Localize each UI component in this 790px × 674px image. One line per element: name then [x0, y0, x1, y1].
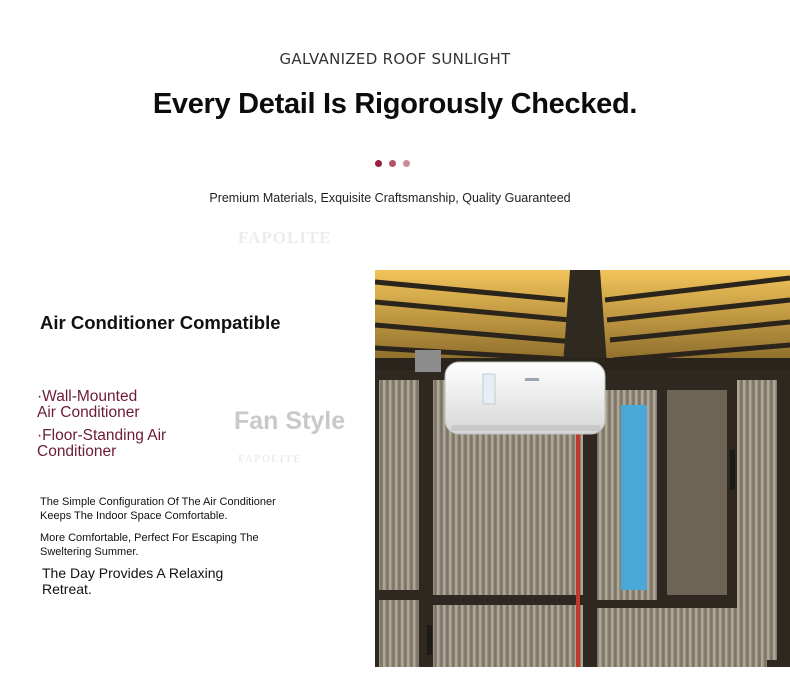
- eyebrow-title: GALVANIZED ROOF SUNLIGHT: [279, 50, 511, 68]
- dot-icon: [389, 160, 396, 167]
- paragraph-line: Sweltering Summer.: [40, 545, 139, 558]
- brand-watermark-small: FAPOLITE: [238, 453, 302, 465]
- paragraph-line: The Simple Configuration Of The Air Conditioner: [40, 496, 276, 508]
- glass-panel: [379, 380, 419, 590]
- glass-panel: [433, 605, 583, 667]
- decorative-dots: [375, 160, 410, 167]
- dot-icon: [375, 160, 382, 167]
- glass-panel: [379, 600, 419, 667]
- option-line: Air Conditioner: [37, 404, 140, 421]
- paragraph-line: Keeps The Indoor Space Comfortable.: [40, 509, 228, 522]
- wall-mounted-ac-unit: [445, 362, 605, 434]
- description-paragraph: [40, 496, 276, 523]
- dot-icon: [403, 160, 410, 167]
- feature-title: Air Conditioner Compatible: [40, 312, 281, 333]
- option-line: Conditioner: [37, 443, 117, 460]
- brand-watermark: FAPOLITE: [238, 228, 332, 247]
- window-sky-view: [621, 405, 647, 590]
- air-conditioner-illustration: [375, 270, 790, 667]
- roof-ridge-beam: [563, 270, 607, 365]
- description-paragraph: [40, 532, 259, 559]
- description-paragraph: [42, 565, 223, 597]
- paragraph-line: Retreat.: [42, 581, 92, 597]
- page-headline: Every Detail Is Rigorously Checked.: [152, 88, 638, 120]
- glass-panel: [597, 608, 767, 667]
- paragraph-line: More Comfortable, Perfect For Escaping The: [40, 532, 259, 544]
- fan-style-label: Fan Style: [234, 407, 346, 435]
- refrigerant-pipe: [576, 400, 580, 667]
- tagline: Premium Materials, Exquisite Craftsmanship, Quality Guaranteed: [209, 191, 571, 205]
- pipe-bracket: [415, 350, 441, 372]
- option-floor-standing: [37, 428, 166, 460]
- option-wall-mounted: [37, 389, 140, 421]
- option-line: ·Wall-Mounted: [37, 388, 138, 405]
- window-panel: [667, 390, 727, 595]
- paragraph-line: The Day Provides A Relaxing: [42, 565, 224, 581]
- product-photo: [375, 270, 790, 667]
- option-line: ·Floor-Standing Air: [37, 427, 167, 444]
